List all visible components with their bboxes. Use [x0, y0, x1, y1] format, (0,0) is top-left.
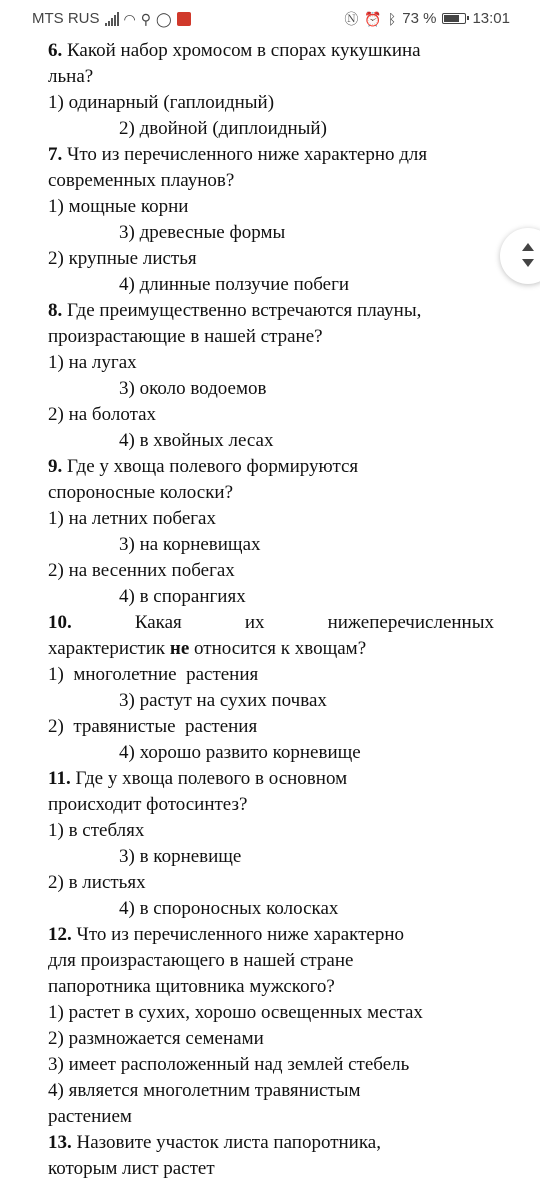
whatsapp-icon: ◯ [155, 10, 172, 27]
search-icon: ⚲ [140, 10, 151, 27]
answer-option: 3) на корневищах [119, 534, 261, 555]
answer-option: 1) мощные корни [48, 196, 189, 217]
carrier-name: MTS RUS [32, 10, 100, 27]
answer-option: 4) в хвойных лесах [119, 430, 274, 451]
battery-icon [442, 13, 466, 24]
answer-option: 4) хорошо развито корневище [119, 742, 361, 763]
question-line: 7. Что из перечисленного ниже характерно для [48, 144, 428, 165]
document-text [48, 38, 494, 1182]
question-line: 10. Какая их нижеперечисленных [48, 612, 494, 633]
question-line: происходит фотосинтез? [48, 794, 248, 815]
answer-option: 2) на болотах [48, 404, 157, 425]
answer-option: 3) древесные формы [119, 222, 286, 243]
app-notification-icon [177, 12, 191, 26]
answer-option: 4) в спорангиях [119, 586, 246, 607]
question-line: льна? [48, 66, 94, 87]
answer-option: 2) на весенних побегах [48, 560, 235, 581]
signal-icon [105, 12, 119, 26]
question-line: для произрастающего в нашей стране [48, 950, 354, 971]
answer-option: 1) на летних побегах [48, 508, 216, 529]
answer-option: 3) в корневище [119, 846, 242, 867]
chevron-down-icon[interactable] [522, 259, 534, 267]
answer-option: 2) в листьях [48, 872, 146, 893]
question-line: характеристик не относится к хвощам? [48, 638, 367, 659]
answer-option: 3) около водоемов [119, 378, 267, 399]
answer-option: 1) многолетние растения [48, 664, 259, 685]
question-line: 8. Где преимущественно встречаются плауны, [48, 300, 422, 321]
answer-option: 3) растут на сухих почвах [119, 690, 327, 711]
question-line: 6. Какой набор хромосом в спорах кукушкина [48, 40, 421, 61]
question-line: произрастающие в нашей стране? [48, 326, 323, 347]
wifi-icon: ◠ [123, 10, 136, 27]
question-line: 9. Где у хвоща полевого формируются [48, 456, 359, 477]
bluetooth-icon: ᛒ [387, 10, 397, 27]
question-line: 12. Что из перечисленного ниже характерно [48, 924, 405, 945]
question-line: 11. Где у хвоща полевого в основном [48, 768, 348, 789]
battery-percent: 73 % [402, 10, 437, 27]
answer-option: 3) имеет расположенный над землей стебель [48, 1054, 410, 1075]
question-line: папоротника щитовника мужского? [48, 976, 335, 997]
question-line: спороносные колоски? [48, 482, 234, 503]
question-line: 13. Назовите участок листа папоротника, [48, 1132, 381, 1153]
answer-option: 2) двойной (диплоидный) [119, 118, 327, 139]
answer-option: 1) растет в сухих, хорошо освещенных местах [48, 1002, 423, 1023]
question-line: современных плаунов? [48, 170, 235, 191]
answer-option: 4) в спороносных колосках [119, 898, 339, 919]
alarm-icon: ⏰ [364, 10, 382, 27]
answer-option: растением [48, 1106, 132, 1127]
question-line: которым лист растет [48, 1158, 215, 1179]
nfc-icon: Ⓝ [344, 10, 359, 27]
status-bar [0, 0, 540, 36]
answer-option: 1) одинарный (гаплоидный) [48, 92, 275, 113]
answer-option: 2) крупные листья [48, 248, 197, 269]
answer-option: 1) на лугах [48, 352, 137, 373]
answer-option: 4) является многолетним травянистым [48, 1080, 361, 1101]
answer-option: 2) размножается семенами [48, 1028, 264, 1049]
chevron-up-icon[interactable] [522, 243, 534, 251]
answer-option: 4) длинные ползучие побеги [119, 274, 350, 295]
answer-option: 2) травянистые растения [48, 716, 258, 737]
clock: 13:01 [472, 10, 510, 27]
scroll-nav-button[interactable] [500, 228, 540, 284]
answer-option: 1) в стеблях [48, 820, 145, 841]
